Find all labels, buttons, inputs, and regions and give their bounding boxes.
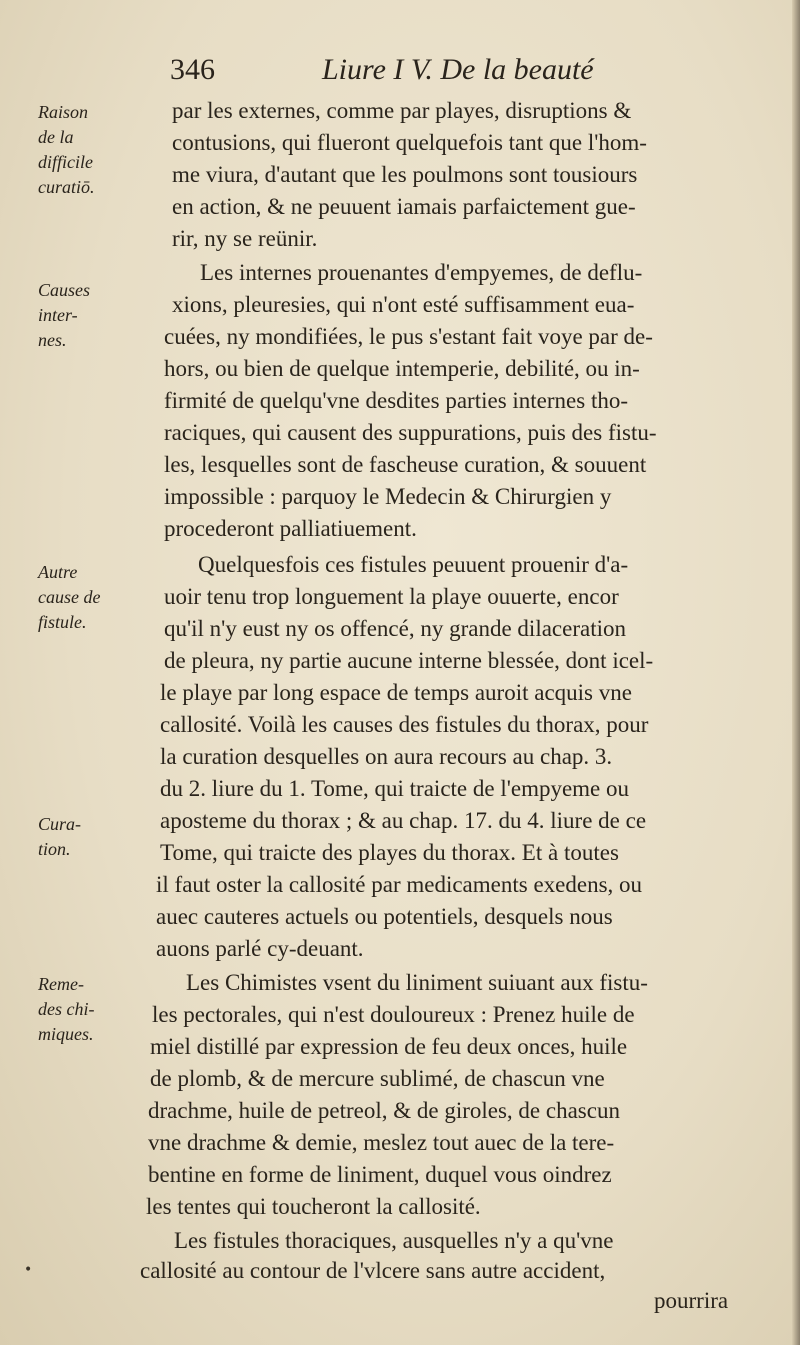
text-line: par les externes, comme par playes, disruptions & [172, 98, 632, 123]
margin-note-line: nes. [38, 330, 67, 350]
text-line: Tome, qui traicte des playes du thorax. Et à toutes [160, 840, 619, 865]
margin-note-line: des chi- [38, 999, 95, 1019]
text-line: miel distillé par expression de feu deux onces, huile [150, 1034, 628, 1059]
margin-note-line: Causes [38, 280, 91, 300]
text-line: du 2. liure du 1. Tome, qui traicte de l'empyeme ou [160, 776, 630, 801]
text-line: qu'il n'y eust ny os offencé, ny grande dilaceration [164, 616, 626, 641]
margin-note-line: inter- [38, 305, 78, 325]
margin-note-line: Autre [38, 562, 78, 582]
margin-note-line: cause de [38, 587, 101, 607]
running-title: Liure I V. De la beauté [322, 53, 594, 86]
text-line: Les internes prouenantes d'empyemes, de deflu- [200, 260, 643, 285]
text-line: de plomb, & de mercure sublimé, de chascun vne [150, 1066, 605, 1091]
margin-mark: • [24, 1262, 33, 1278]
margin-note-line: Raison [38, 102, 89, 122]
page-number: 346 [170, 53, 215, 86]
margin-note-line: difficile [38, 152, 93, 172]
text-line: les, lesquelles sont de fascheuse curation, & souuent [164, 452, 647, 477]
text-line: hors, ou bien de quelque intemperie, debilité, ou in- [164, 356, 640, 381]
text-line: auec cauteres actuels ou potentiels, desquels nous [156, 904, 613, 929]
text-line: Les fistules thoraciques, ausquelles n'y a qu'vne [174, 1228, 614, 1253]
margin-note-line: curatiō. [38, 177, 95, 197]
text-line: contusions, qui flueront quelquefois tant que l'hom- [172, 130, 647, 155]
margin-note-line: Cura- [38, 814, 82, 834]
margin-note-line: de la [38, 127, 74, 147]
text-line: uoir tenu trop longuement la playe ouuerte, encor [164, 584, 619, 609]
text-line: de pleura, ny partie aucune interne blessée, dont icel- [164, 648, 654, 673]
text-line: firmité de quelqu'vne desdites parties internes tho- [164, 388, 629, 413]
text-line: drachme, huile de petreol, & de giroles, de chascun [148, 1098, 620, 1123]
text-line: Les Chimistes vsent du liniment suiuant aux fistu- [186, 970, 648, 995]
text-line: callosité au contour de l'vlcere sans autre accident, [140, 1258, 606, 1283]
text-line: xions, pleuresies, qui n'ont esté suffisamment eua- [172, 292, 635, 317]
text-line: la curation desquelles on aura recours au chap. 3. [160, 744, 613, 769]
catchword: pourrira [654, 1288, 729, 1313]
margin-note-line: tion. [38, 839, 71, 859]
text-line: bentine en forme de liniment, duquel vous oindrez [148, 1162, 612, 1187]
margin-note-line: Reme- [38, 974, 84, 994]
text-line: vne drachme & demie, meslez tout auec de la tere- [148, 1130, 615, 1155]
margin-note-line: fistule. [38, 612, 87, 632]
text-line: les pectorales, qui n'est douloureux : Prenez huile de [152, 1002, 635, 1027]
text-line: impossible : parquoy le Medecin & Chirurgien y [164, 484, 612, 509]
text-line: me viura, d'autant que les poulmons sont tousiours [172, 162, 638, 187]
text-line: le playe par long espace de temps auroit acquis vne [160, 680, 632, 705]
text-line: cuées, ny mondifiées, le pus s'estant fait voye par de- [164, 324, 653, 349]
margin-note-line: miques. [38, 1024, 94, 1044]
text-line: raciques, qui causent des suppurations, puis des fistu- [164, 420, 657, 445]
text-line: aposteme du thorax ; & au chap. 17. du 4. liure de ce [160, 808, 647, 833]
text-line: Quelquesfois ces fistules peuuent prouenir d'a- [198, 552, 629, 577]
text-line: les tentes qui toucheront la callosité. [146, 1194, 481, 1219]
text-line: callosité. Voilà les causes des fistules du thorax, pour [160, 712, 649, 737]
text-line: procederont palliatiuement. [164, 516, 417, 541]
text-line: rir, ny se reünir. [172, 226, 318, 251]
text-line: auons parlé cy-deuant. [156, 936, 364, 961]
text-line: il faut oster la callosité par medicaments exedens, ou [156, 872, 643, 897]
text-line: en action, & ne peuuent iamais parfaictement gue- [172, 194, 636, 219]
